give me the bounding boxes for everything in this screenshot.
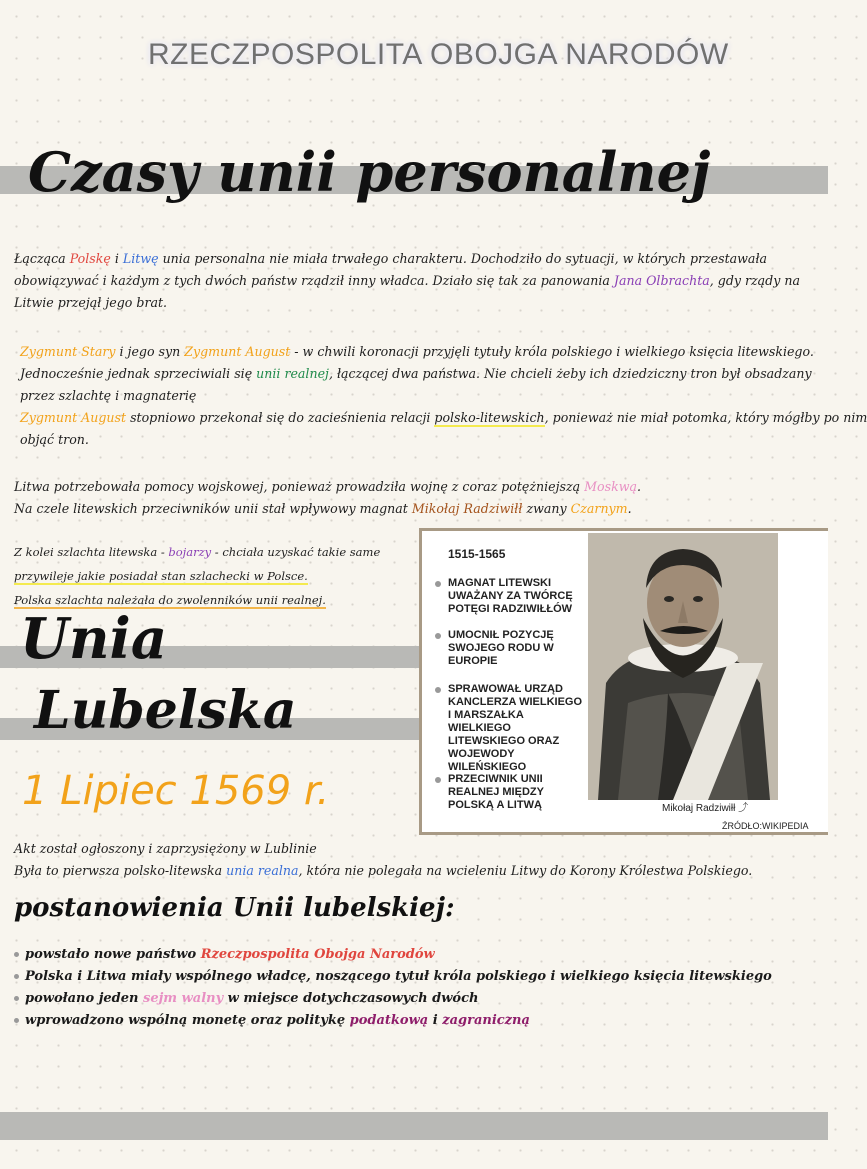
paragraph-zygmunt-line-3: przez szlachtę i magnaterię bbox=[20, 388, 197, 403]
paragraph-bojarzy-line-2: przywileje jakie posiadał stan szlachecki w Polsce. bbox=[14, 569, 308, 583]
paragraph-personal-union-line-1: Łącząca Polskę i Litwę unia personalna nie miała trwałego charakteru. Dochodziło do sytuacji, w których przestawała bbox=[14, 251, 768, 266]
image-source: ŹRÓDŁO:WIKIPEDIA bbox=[722, 821, 809, 831]
paragraph-zygmunt-line-4: Zygmunt August stopniowo przekonał się do zacieśnienia relacji polsko-litewskich, ponieważ nie miał potomka, który mógłby po nim bbox=[20, 410, 867, 425]
radziwill-info-card bbox=[419, 528, 828, 835]
paragraph-zygmunt-line-5: objąć tron. bbox=[20, 432, 89, 447]
portrait-caption: Mikołaj Radziwiłł ⤴ bbox=[662, 803, 749, 814]
paragraph-zygmunt-line-2: Jednocześnie jednak sprzeciwiali się unii realnej, łączącej dwa państwa. Nie chcieli żeby ich dziedziczny tron był obsadzany bbox=[20, 366, 812, 381]
paragraph-bojarzy-line-3: Polska szlachta należała do zwolenników unii realnej. bbox=[14, 593, 326, 607]
paragraph-akt-line-1: Akt został ogłoszony i zaprzysiężony w Lublinie bbox=[14, 841, 317, 856]
card-fact: PRZECIWNIK UNII REALNEJ MIĘDZY POLSKĄ A LITWĄ bbox=[448, 773, 588, 812]
card-fact: UMOCNIŁ POZYCJĘ SWOJEGO RODU W EUROPIE bbox=[448, 629, 588, 668]
bullet-icon bbox=[14, 996, 19, 1001]
arrow-icon: ⤴ bbox=[738, 803, 749, 814]
list-item: powołano jeden sejm walny w miejsce dotychczasowych dwóch bbox=[14, 988, 772, 1010]
section-title-personal-union: Czasy unii personalnej bbox=[28, 140, 711, 204]
bullet-icon bbox=[14, 1018, 19, 1023]
paragraph-akt-line-2: Była to pierwsza polsko-litewska unia realna, która nie polegała na wcieleniu Litwy do Korony Królestwa Polskiego. bbox=[14, 863, 753, 878]
radziwill-portrait bbox=[588, 533, 778, 800]
bullet-icon bbox=[14, 974, 19, 979]
paragraph-litwa-line-1: Litwa potrzebowała pomocy wojskowej, ponieważ prowadziła wojnę z coraz potężniejszą Moskwą. bbox=[14, 479, 641, 494]
paragraph-zygmunt-line-1: Zygmunt Stary i jego syn Zygmunt August - w chwili koronacji przyjęli tytuły króla polskiego i wielkiego księcia litewskiego. bbox=[20, 344, 814, 359]
paragraph-bojarzy-line-1: Z kolei szlachta litewska - bojarzy - chciała uzyskać takie same bbox=[14, 545, 381, 559]
list-item: wprowadzono wspólną monetę oraz politykę podatkową i zagraniczną bbox=[14, 1010, 772, 1032]
paragraph-litwa-line-2: Na czele litewskich przeciwników unii stał wpływowy magnat Mikołaj Radziwiłł zwany Czarnym. bbox=[14, 501, 632, 516]
card-fact: MAGNAT LITEWSKI UWAŻANY ZA TWÓRCĘ POTĘGI RADZIWIŁŁÓW bbox=[448, 577, 588, 616]
section-title-unia: Unia bbox=[20, 606, 168, 672]
bullet-icon bbox=[14, 952, 19, 957]
page-header: RZECZPOSPOLITA OBOJGA NARODÓW bbox=[148, 38, 729, 71]
paragraph-personal-union-line-3: Litwie przejął jego brat. bbox=[14, 295, 168, 310]
footer-band bbox=[0, 1112, 828, 1140]
section-title-postanowienia: postanowienia Unii lubelskiej: bbox=[14, 893, 455, 923]
paragraph-personal-union-line-2: obowiązywać i każdym z tych dwóch państw rządził inny władca. Działo się tak za panowania Jana Olbrachta, gdy rządy na bbox=[14, 273, 800, 288]
section-title-lubelska: Lubelska bbox=[34, 680, 297, 741]
card-fact: SPRAWOWAŁ URZĄD KANCLERZA WIELKIEGO I MARSZAŁKA WIELKIEGO LITEWSKIEGO ORAZ WOJEWODY WILEŃSKIEGO bbox=[448, 683, 588, 774]
card-years: 1515-1565 bbox=[448, 547, 506, 561]
postanowienia-list bbox=[14, 944, 772, 1032]
union-date: 1 Lipiec 1569 r. bbox=[22, 768, 330, 814]
list-item: powstało nowe państwo Rzeczpospolita Obojga Narodów bbox=[14, 944, 772, 966]
list-item: Polska i Litwa miały wspólnego władcę, noszącego tytuł króla polskiego i wielkiego księcia litewskiego bbox=[14, 966, 772, 988]
